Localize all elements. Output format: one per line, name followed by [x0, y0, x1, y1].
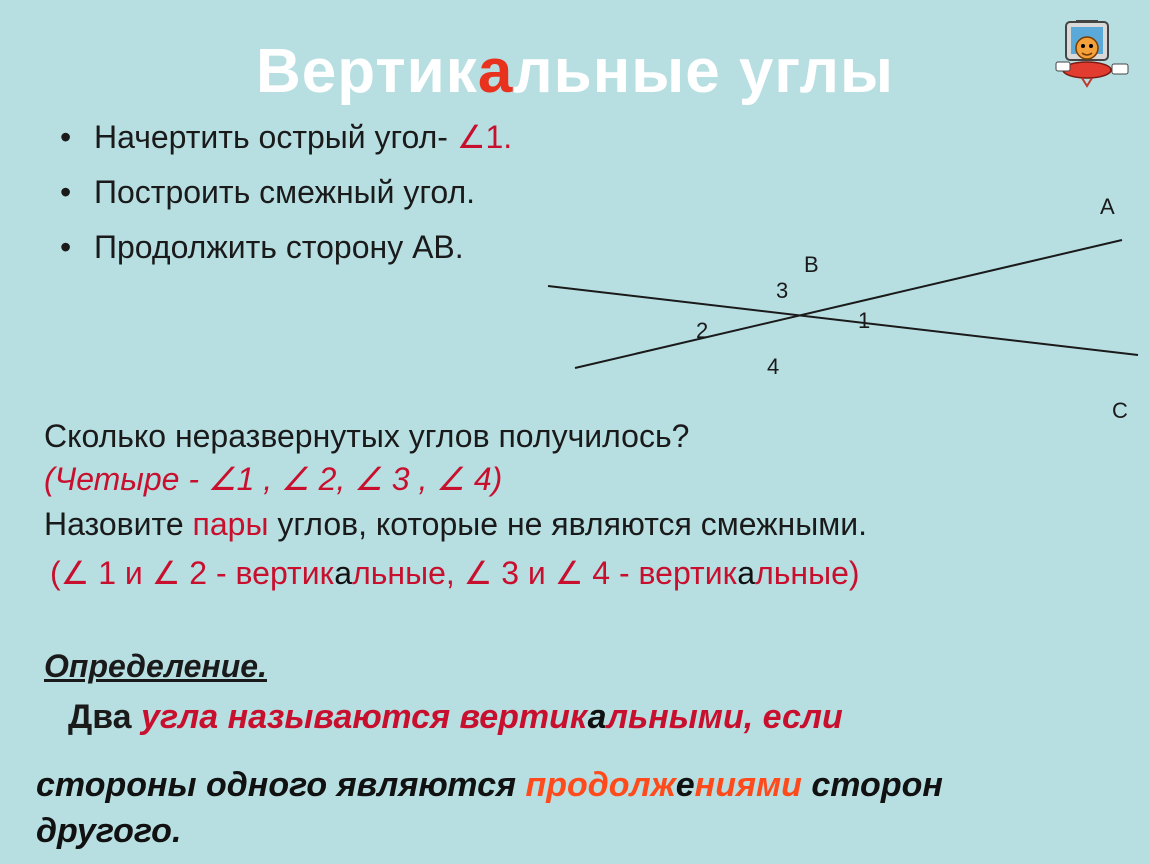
point-label-c: C — [1112, 398, 1128, 423]
bullet-item: • Начертить острый угол- ∠1. — [60, 119, 513, 155]
title-accent-letter: а — [477, 37, 514, 106]
bullet-item: • Построить смежный угол. — [60, 174, 476, 210]
question-pairs: Назовите пары углов, которые не являются смежными. — [44, 506, 867, 542]
angle-1-mark: ∠1. — [456, 119, 513, 155]
angle-label-3: 3 — [776, 278, 789, 303]
highlight-continuations: продолж — [525, 766, 676, 804]
definition-line-2: стороны одного являются продолжениями сторон другого. — [36, 766, 943, 850]
bullet-dot-icon: • — [60, 119, 72, 155]
bullet-item: • Продолжить сторону АВ. — [60, 229, 464, 265]
bullet-dot-icon: • — [60, 229, 72, 265]
angle-label-1: 1 — [858, 308, 871, 333]
highlight-pairs: пары — [192, 506, 269, 542]
line-ab — [575, 240, 1122, 368]
bullet-dot-icon: • — [60, 174, 72, 210]
question-count-angles: Сколько неразвернутых углов получилось? — [44, 418, 690, 454]
answer-pairs: (∠ 1 и ∠ 2 - вертикальные, ∠ 3 и ∠ 4 - вертикальные) — [50, 555, 860, 591]
definition-line-1: Два угла называются вертикальными, если — [68, 698, 843, 736]
point-label-b: B — [804, 252, 819, 277]
answer-count-angles: (Четыре - ∠1 , ∠ 2, ∠ 3 , ∠ 4) — [44, 461, 503, 497]
angle-label-2: 2 — [696, 318, 709, 343]
angles-diagram — [530, 180, 1150, 430]
definition-heading: Определение. — [44, 648, 267, 684]
point-label-a: A — [1100, 194, 1115, 219]
angle-label-4: 4 — [767, 354, 780, 379]
page-title: Вертикальные углы — [255, 37, 894, 106]
line-c — [548, 286, 1138, 355]
computer-mascot-icon[interactable] — [1052, 20, 1136, 95]
